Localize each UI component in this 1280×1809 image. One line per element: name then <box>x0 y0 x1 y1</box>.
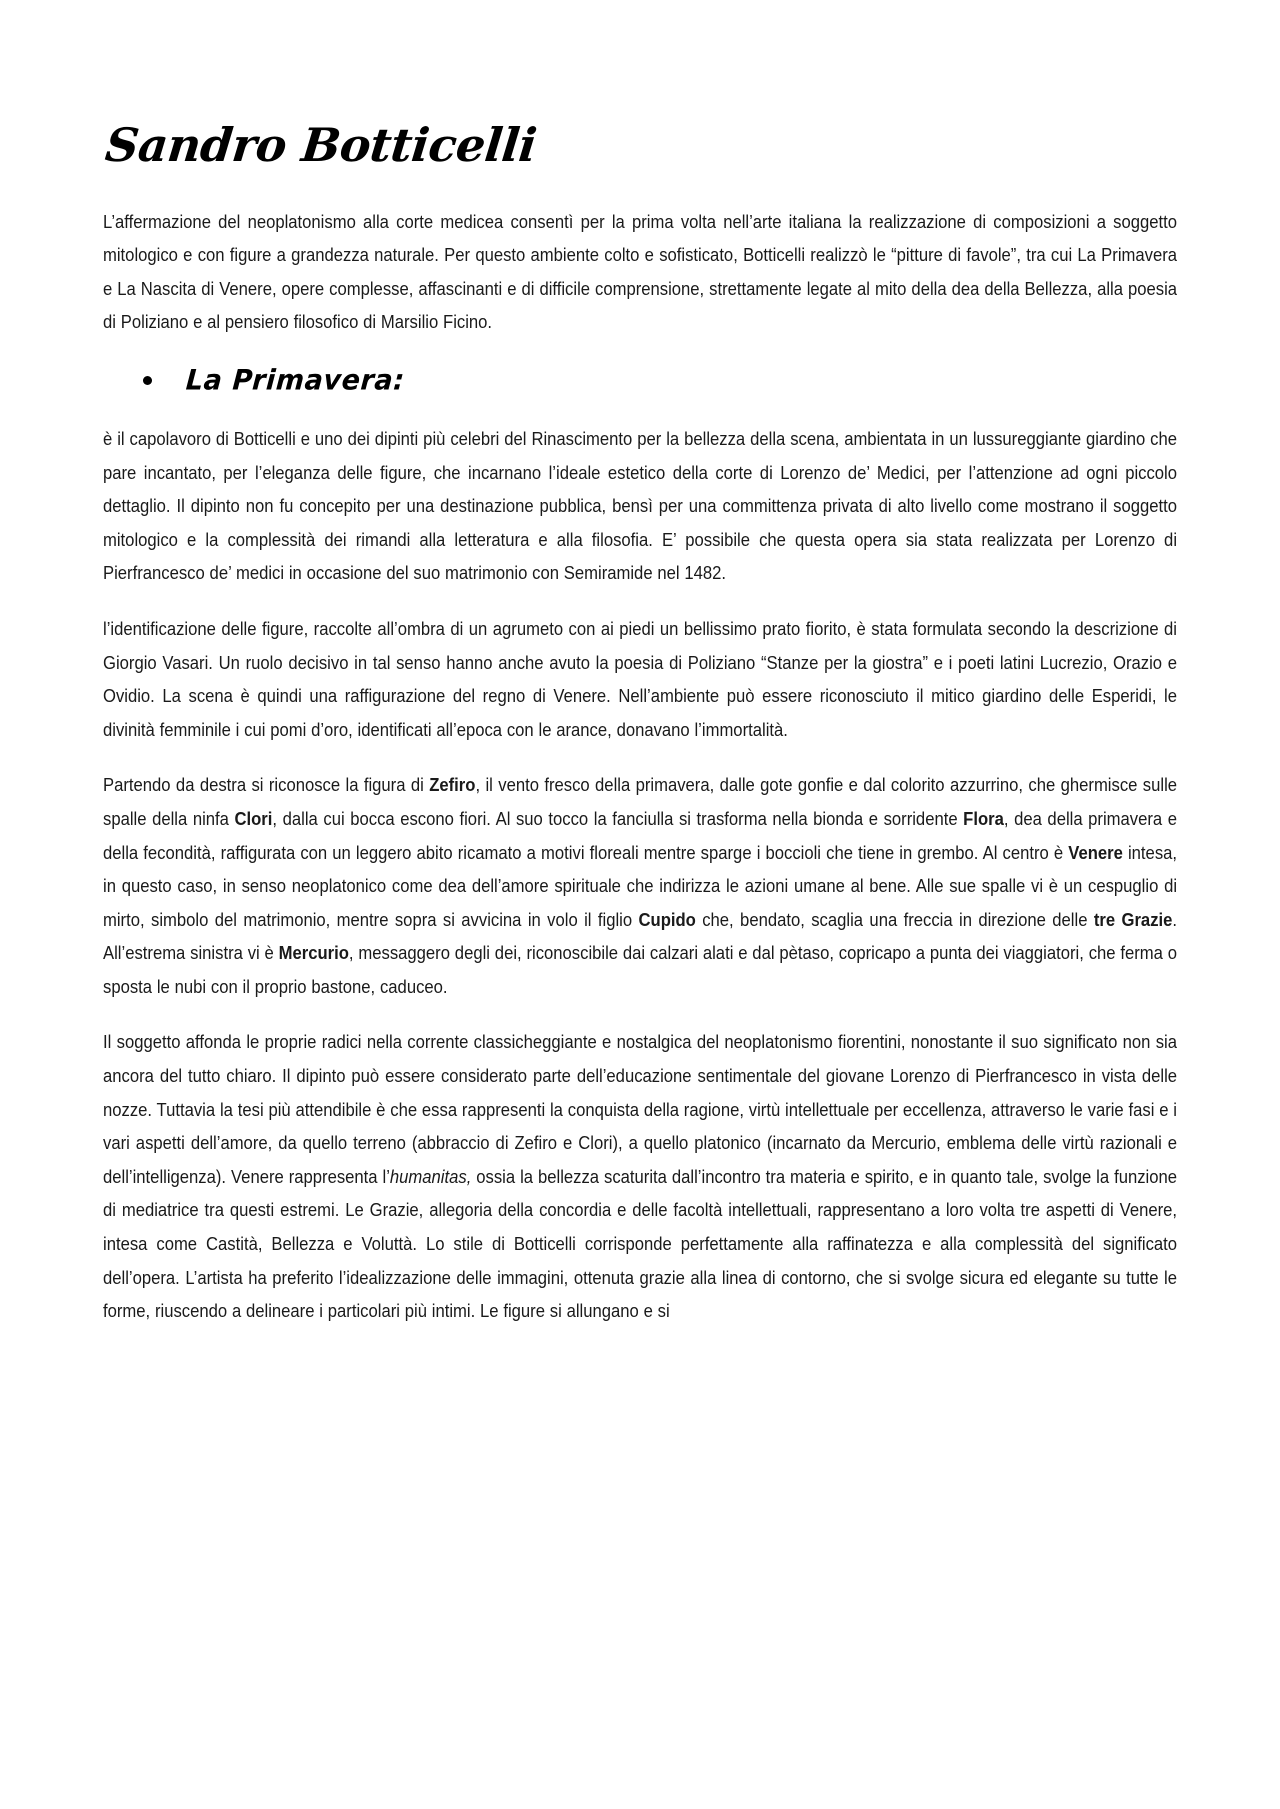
text-run: , il vento fresco della primavera, dalle gote gonfie e dal colorito azzurrino, che ghermisce sulle spalle della ninfa <box>103 774 1178 829</box>
text-run: . All’estrema sinistra vi è <box>103 908 1178 964</box>
paragraph-list <box>103 422 1177 1328</box>
intro-paragraph: L’affermazione del neoplatonismo alla corte medicea consentì per la prima volta nell’arte italiana la realizzazione di composizioni a soggetto mitologico e con figure a grandezza naturale. Per questo ambiente colto e sofisticato, Botticelli realizzò le “pitture di favole”, tra cui La Primavera e La Nascita di Venere, opere complesse, affascinanti e di difficile comprensione, strettamente legate al mito della dea della Bellezza, alla poesia di Poliziano e al pensiero filosofico di Marsilio Ficino. <box>103 210 1178 333</box>
emphasis-term: Cupido <box>638 908 696 930</box>
text-run: intesa, in questo caso, in senso neoplatonico come dea dell’amore spirituale che indirizza le azioni umane al bene. Alle sue spalle vi è un cespuglio di mirto, simbolo del matrimonio, mentre sopra si avvicina in volo il figlio <box>103 841 1178 930</box>
text-run: l’identificazione delle figure, raccolte all’ombra di un agrumeto con ai piedi un bellissimo prato fiorito, è stata formulata secondo la descrizione di Giorgio Vasari. Un ruolo decisivo in tal senso hanno anche avuto la poesia di Poliziano “Stanze per la giostra” e i poeti latini Lucrezio, Orazio e Ovidio. La scena è quindi una raffigurazione del regno di Venere. Nell’ambiente può essere riconosciuto il mitico giardino delle Esperidi, le divinità femminile i cui pomi d’oro, identificati all’epoca con le arance, donavano l’immortalità. <box>103 617 1178 740</box>
par-identificazione <box>103 612 1177 746</box>
page-title: Sandro Botticelli <box>102 118 539 172</box>
italic-term: humanitas, <box>389 1165 472 1187</box>
bullet-dot-icon <box>143 376 152 385</box>
par-capolavoro <box>103 422 1177 590</box>
emphasis-term: Clori <box>234 807 273 829</box>
text-run: , messaggero degli dei, riconoscibile dai calzari alati e dal pètaso, copricapo a punta dei viaggiatori, che ferma o sposta le nubi con il proprio bastone, caduceo. <box>103 942 1178 997</box>
emphasis-term: Flora <box>963 807 1004 829</box>
emphasis-term: Venere <box>1068 841 1123 863</box>
text-run: , dalla cui bocca escono fiori. Al suo tocco la fanciulla si trasforma nella bionda e sorridente <box>272 807 964 829</box>
text-run: che, bendato, scaglia una freccia in direzione delle <box>695 908 1094 930</box>
emphasis-term: Mercurio <box>278 942 349 964</box>
bullet-heading-label: La Primavera: <box>184 364 406 397</box>
text-run: ossia la bellezza scaturita dall’incontro tra materia e spirito, e in quanto tale, svolge la funzione di mediatrice tra questi estremi. Le Grazie, allegoria della concordia e delle facoltà intellettuali, rappresentano a loro volta tre aspetti di Venere, intesa come Castità, Bellezza e Voluttà. Lo stile di Botticelli corrisponde perfettamente alla raffinatezza e alla complessità del significato dell’opera. L’artista ha preferito l’idealizzazione delle immagini, ottenuta grazie alla linea di contorno, che si svolge sicura ed elegante su tutte le forme, riuscendo a delineare i particolari più intimi. Le figure si allungano e si <box>103 1165 1178 1322</box>
par-figure <box>103 768 1177 1003</box>
bullet-heading-la-primavera <box>103 365 1177 396</box>
par-soggetto <box>103 1025 1177 1327</box>
text-run: Partendo da destra si riconosce la figura di <box>103 774 430 796</box>
text-run: è il capolavoro di Botticelli e uno dei dipinti più celebri del Rinascimento per la bellezza della scena, ambientata in un lussureggiante giardino che pare incantato, per l’eleganza delle figure, che incarnano l’ideale estetico della corte di Lorenzo de’ Medici, per l’attenzione ad ogni piccolo dettaglio. Il dipinto non fu concepito per una destinazione pubblica, bensì per una committenza privata di alto livello come mostrano il soggetto mitologico e la complessità dei rimandi alla letteratura e alla filosofia. E’ possibile che questa opera sia stata realizzata per Lorenzo di Pierfrancesco de’ medici in occasione del suo matrimonio con Semiramide nel 1482. <box>103 427 1178 584</box>
emphasis-term: Zefiro <box>429 774 476 796</box>
text-run: Il soggetto affonda le proprie radici nella corrente classicheggiante e nostalgica del neoplatonismo fiorentini, nonostante il suo significato non sia ancora del tutto chiaro. Il dipinto può essere considerato parte dell’educazione sentimentale del giovane Lorenzo di Pierfrancesco in vista delle nozze. Tuttavia la tesi più attendibile è che essa rappresenti la conquista della ragione, virtù intellettuale per eccellenza, attraverso le varie fasi e i vari aspetti dell’amore, da quello terreno (abbraccio di Zefiro e Clori), a quello platonico (incarnato da Mercurio, emblema delle virtù razionali e dell’intelligenza). Venere rappresenta l’ <box>103 1031 1178 1187</box>
emphasis-term: tre Grazie <box>1093 908 1173 930</box>
text-run: , dea della primavera e della fecondità, raffigurata con un leggero abito ricamato a motivi floreali mentre sparge i boccioli che tiene in grembo. Al centro è <box>103 807 1178 863</box>
